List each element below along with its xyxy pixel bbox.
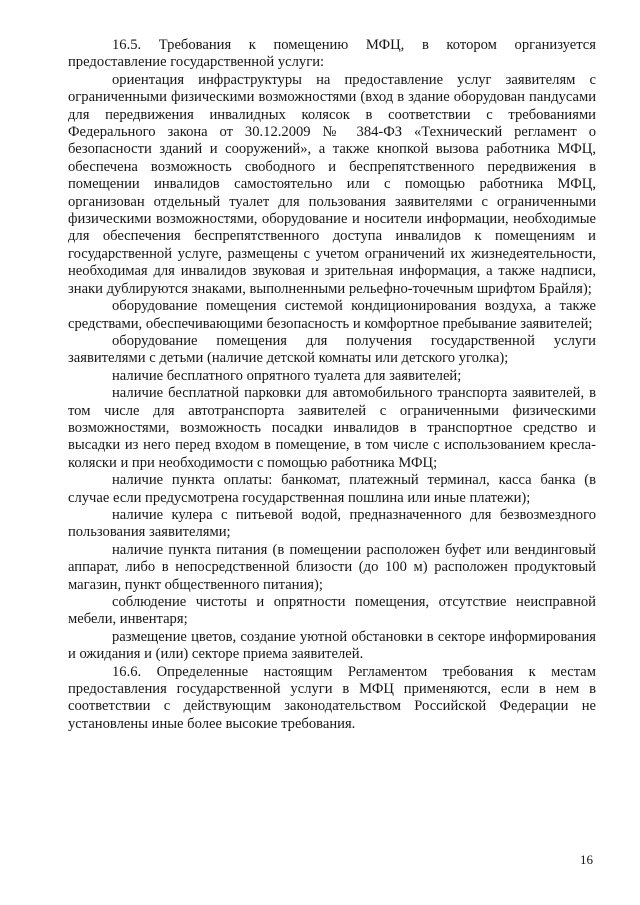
paragraph-payment-point: наличие пункта оплаты: банкомат, платежный терминал, касса банка (в случае если предусмотрена государственная пошлина или иные платежи); <box>68 472 596 506</box>
paragraph-air-conditioning: оборудование помещения системой кондиционирования воздуха, а также средствами, обеспечивающими безопасность и комфортное пребывание заявителей; <box>68 298 596 332</box>
paragraph-water-cooler: наличие кулера с питьевой водой, предназначенного для безвозмездного пользования заявителями; <box>68 506 596 541</box>
paragraph-16-6-requirements: 16.6. Определенные настоящим Регламентом требования к местам предоставления государственной услуги в МФЦ применяются, если в нем в соответствии с действующим законодательством Российской Федерации не установлены иные более высокие требования. <box>68 663 596 732</box>
paragraph-free-parking: наличие бесплатной парковки для автомобильного транспорта заявителей, в том числе для автотранспорта заявителей с ограниченными физическими возможностями, возможность посадки инвалидов в транспортное средство и высадки из него перед входом в помещение, в том числе с использованием кресла-коляски и при необходимости с помощью работника МФЦ; <box>68 385 596 471</box>
paragraph-infrastructure-orientation: ориентация инфраструктуры на предоставление услуг заявителям с ограниченными физическими возможностями (вход в здание оборудован пандусами для передвижения инвалидных колясок в соответствии с требованиями Федерального закона от 30.12.2009 № 384-ФЗ «Технический регламент о безопасности зданий и сооружений», а также кнопкой вызова работника МФЦ, обеспечена возможность свободного и беспрепятственного передвижения в помещении инвалидов самостоятельно или с помощью работника МФЦ, организован отдельный туалет для пользования заявителями с ограниченными физическими возможностями, оборудование и носители информации, необходимые для обеспечения беспрепятственного доступа инвалидов к помещениям и государственной услуге, размещены с учетом ограничений их жизнедеятельности, необходимая для инвалидов звуковая и зрительная информация, а также надписи, знаки дублируются знаками, выполненными рельефно-точечным шрифтом Брайля); <box>68 71 596 297</box>
paragraph-food-point: наличие пункта питания (в помещении расположен буфет или вендинговый аппарат, либо в непосредственной близости (до 100 м) расположен продуктовый магазин, пункт общественного питания); <box>68 541 596 593</box>
paragraph-flowers-comfort: размещение цветов, создание уютной обстановки в секторе информирования и ожидания и (или) секторе приема заявителей. <box>68 628 596 663</box>
page-number: 16 <box>580 852 593 867</box>
paragraph-free-toilet: наличие бесплатного опрятного туалета для заявителей; <box>112 367 462 384</box>
paragraph-16-5-heading: 16.5. Требования к помещению МФЦ, в котором организуется предоставление государственной услуги: <box>68 37 596 71</box>
paragraph-children-equipment: оборудование помещения для получения государственной услуги заявителями с детьми (наличие детской комнаты или детского уголка); <box>68 332 596 367</box>
paragraph-cleanliness: соблюдение чистоты и опрятности помещения, отсутствие неисправной мебели, инвентаря; <box>68 594 596 628</box>
document-body <box>68 37 596 733</box>
